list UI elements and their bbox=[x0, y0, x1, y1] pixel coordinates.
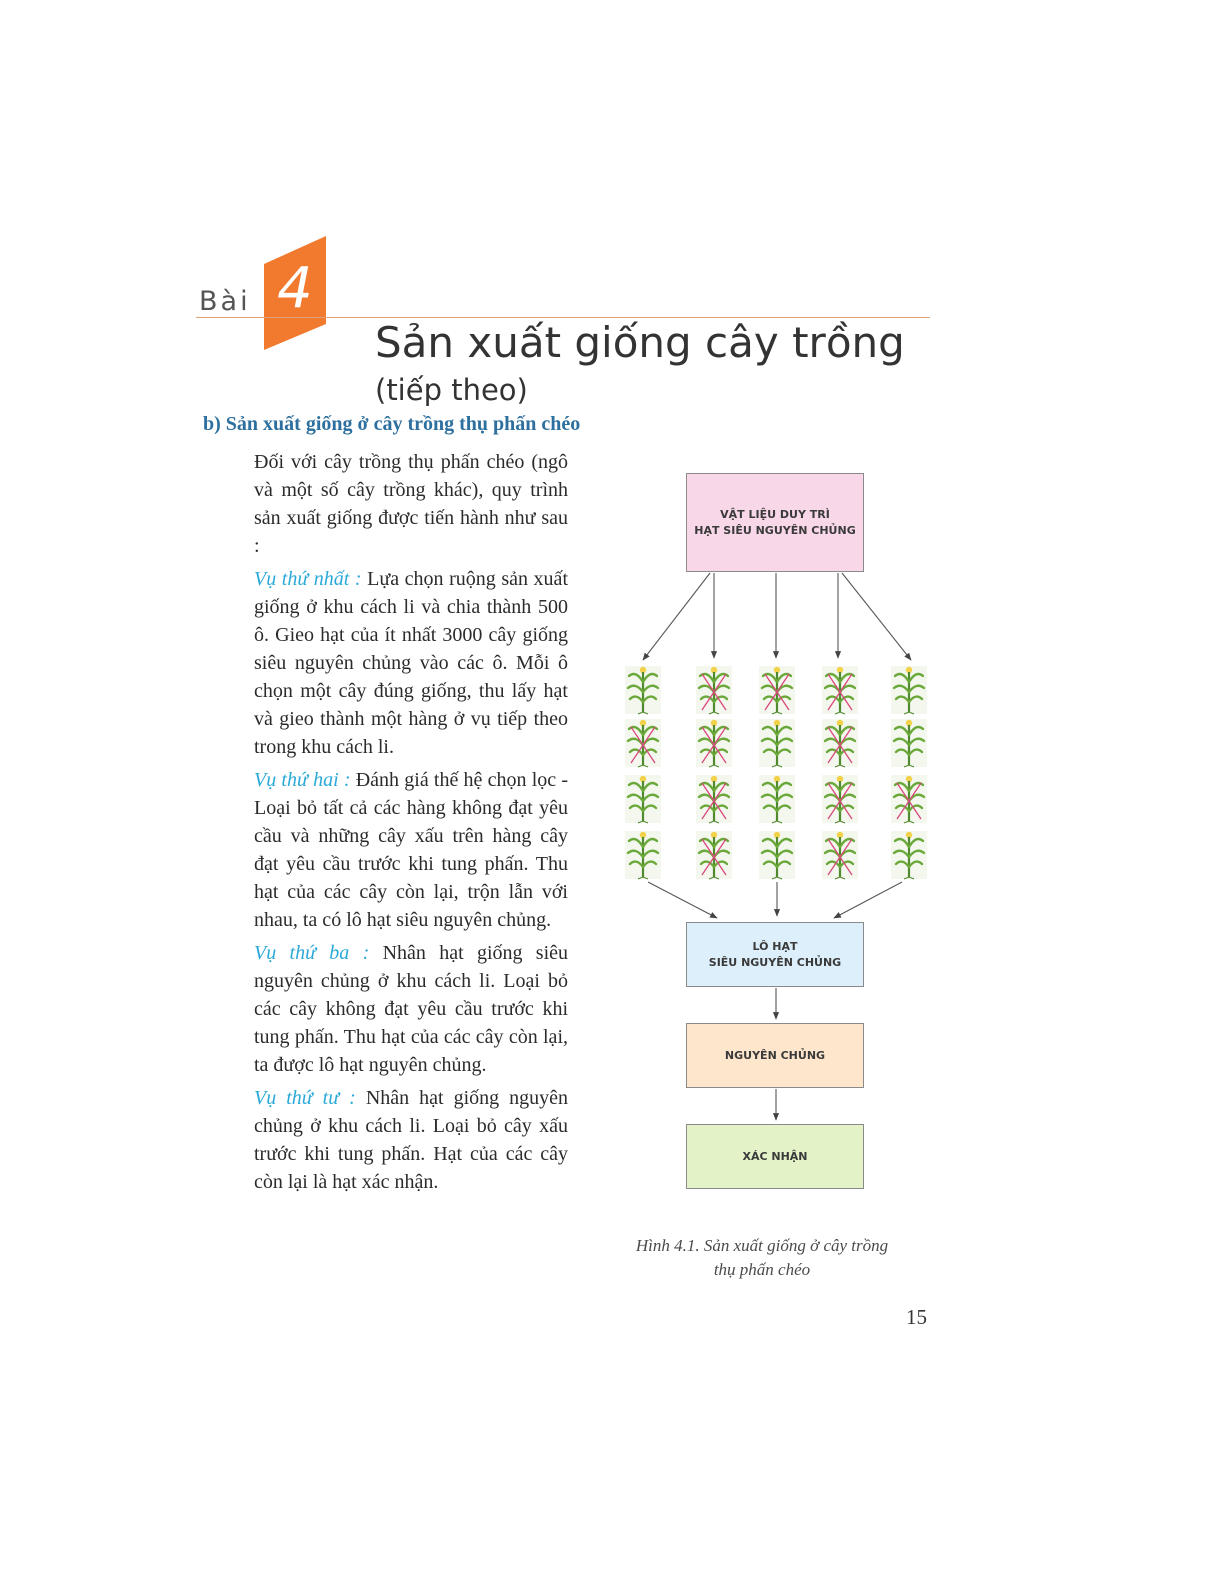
step-term: Vụ thứ ba : bbox=[254, 942, 370, 964]
lesson-number: 4 bbox=[277, 256, 313, 321]
box-label-line: HẠT SIÊU NGUYÊN CHỦNG bbox=[694, 523, 856, 537]
rejected-plant-icon bbox=[759, 666, 795, 714]
lesson-title: Sản xuất giống cây trồng bbox=[375, 318, 905, 367]
arrow bbox=[842, 573, 911, 660]
step-text: Nhân hạt giống siêu nguyên chủng ở khu cách li. Loại bỏ các cây không đạt yêu cầu trước khi tung phấn. Thu hạt của các cây còn lại, ta được lô hạt nguyên chủng. bbox=[254, 942, 569, 1076]
plant-icon bbox=[891, 719, 927, 767]
plant-icon bbox=[891, 666, 927, 714]
page-number: 15 bbox=[906, 1305, 927, 1329]
rejected-plant-icon bbox=[822, 719, 858, 767]
rejected-plant-icon bbox=[822, 831, 858, 879]
seed-lot-box bbox=[686, 922, 864, 987]
plant-grid bbox=[625, 666, 927, 879]
step-term: Vụ thứ hai : bbox=[254, 769, 351, 791]
rejected-plant-icon bbox=[822, 775, 858, 823]
lesson-subtitle: (tiếp theo) bbox=[375, 373, 528, 407]
rejected-plant-icon bbox=[696, 666, 732, 714]
arrow bbox=[834, 882, 902, 918]
source-material-box bbox=[686, 473, 864, 572]
step-term: Vụ thứ nhất : bbox=[254, 568, 362, 590]
lesson-label: Bài bbox=[199, 286, 251, 317]
rejected-plant-icon bbox=[891, 775, 927, 823]
plant-icon bbox=[891, 831, 927, 879]
step-text: Nhân hạt giống nguyên chủng ở khu cách li. Loại bỏ cây xấu trước khi tung phấn. Hạt của các cây còn lại là hạt xác nhận. bbox=[254, 1087, 568, 1193]
plant-icon bbox=[625, 666, 661, 714]
figure-caption bbox=[612, 1234, 912, 1282]
arrow bbox=[648, 882, 717, 918]
rejected-plant-icon bbox=[696, 775, 732, 823]
plant-icon bbox=[759, 775, 795, 823]
step-text: Lựa chọn ruộng sản xuất giống ở khu cách li và chia thành 500 ô. Gieo hạt của ít nhất 3000 cây giống siêu nguyên chủng vào các ô. Mỗi ô chọn một cây đúng giống, thu lấy hạt và gieo thành một hàng ở vụ tiếp theo trong khu cách li. bbox=[254, 568, 568, 758]
plant-icon bbox=[625, 831, 661, 879]
caption-line: thụ phấn chéo bbox=[713, 1260, 811, 1279]
caption-line: Hình 4.1. Sản xuất giống ở cây trồng bbox=[635, 1236, 889, 1255]
intro-paragraph: Đối với cây trồng thụ phấn chéo (ngô và một số cây trồng khác), quy trình sản xuất giống được tiến hành như sau : bbox=[254, 451, 568, 557]
plant-icon bbox=[759, 831, 795, 879]
box-label-line: LÔ HẠT bbox=[752, 939, 798, 953]
plant-icon bbox=[759, 719, 795, 767]
original-seed-box bbox=[686, 1023, 864, 1088]
rejected-plant-icon bbox=[696, 831, 732, 879]
box-label-line: SIÊU NGUYÊN CHỦNG bbox=[708, 955, 842, 969]
rejected-plant-icon bbox=[696, 719, 732, 767]
box-label: XÁC NHẬN bbox=[742, 1149, 808, 1163]
step-term: Vụ thứ tư : bbox=[254, 1087, 356, 1109]
arrow bbox=[643, 573, 710, 660]
rejected-plant-icon bbox=[625, 719, 661, 767]
box-label: NGUYÊN CHỦNG bbox=[724, 1048, 826, 1062]
step-text: Đánh giá thế hệ chọn lọc - Loại bỏ tất cả các hàng không đạt yêu cầu và những cây xấu trên hàng cây đạt yêu cầu trước khi tung phấn. Thu hạt của các cây còn lại, trộn lẫn với nhau, ta có lô hạt siêu nguyên chủng. bbox=[254, 769, 568, 931]
box-label-line: VẬT LIỆU DUY TRÌ bbox=[720, 507, 830, 521]
rejected-plant-icon bbox=[822, 666, 858, 714]
certified-seed-box bbox=[686, 1124, 864, 1189]
plant-icon bbox=[625, 775, 661, 823]
section-heading: b) Sản xuất giống ở cây trồng thụ phấn chéo bbox=[203, 413, 581, 435]
